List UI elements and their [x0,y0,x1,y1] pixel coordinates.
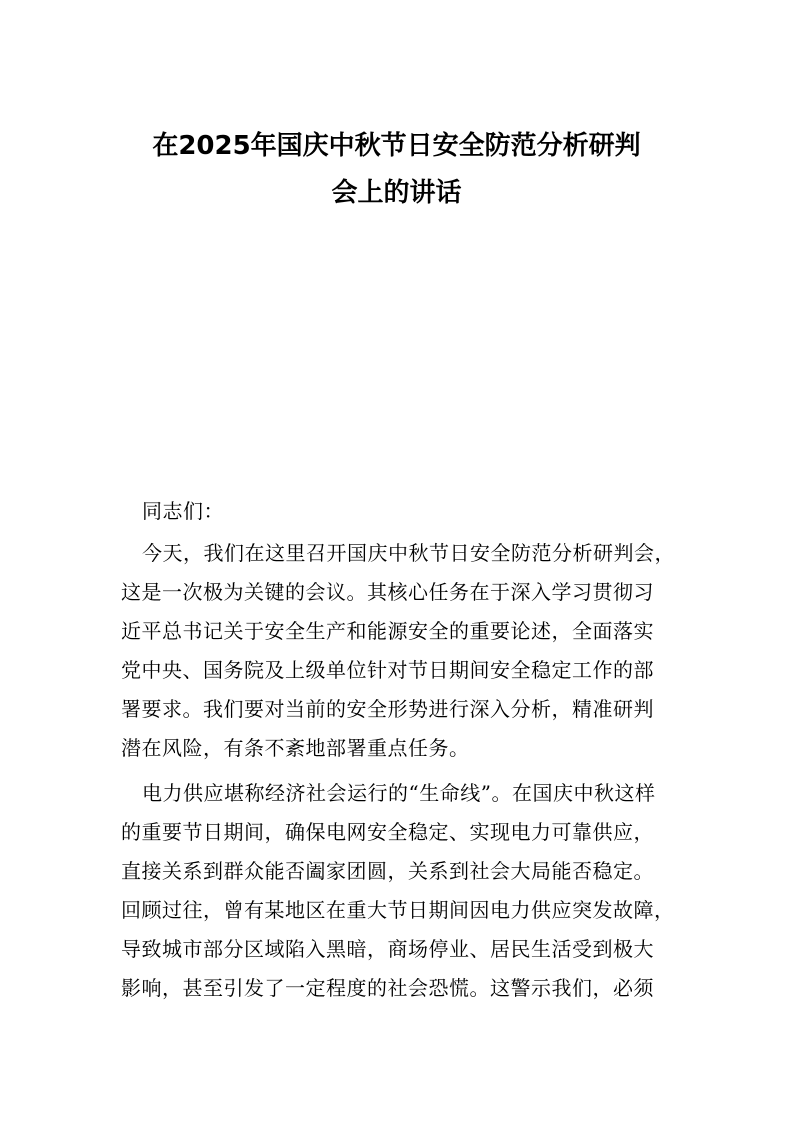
paragraph-1-line: 近平总书记关于安全生产和能源安全的重要论述，全面落实 [121,619,654,643]
paragraph-2-line: 的重要节日期间，确保电网安全稳定、实现电力可靠供应， [121,820,654,844]
paragraph-1-line: 党中央、国务院及上级单位针对节日期间安全稳定工作的部 [121,658,654,682]
paragraph-1-line: 潜在风险，有条不紊地部署重点任务。 [121,736,470,760]
paragraph-2-line: 回顾过往，曾有某地区在重大节日期间因电力供应突发故障， [121,898,675,922]
document-title-line-2: 会上的讲话 [331,178,462,208]
paragraph-1-line: 署要求。我们要对当前的安全形势进行深入分析，精准研判 [121,697,654,721]
paragraph-2-line: 电力供应堪称经济社会运行的“生命线”。在国庆中秋这样 [142,781,656,805]
paragraph-1-line: 这是一次极为关键的会议。其核心任务在于深入学习贯彻习 [121,580,654,604]
salutation: 同志们： [142,499,224,523]
paragraph-2-line: 影响，甚至引发了一定程度的社会恐慌。这警示我们，必须 [121,976,654,1000]
paragraph-1-line: 今天，我们在这里召开国庆中秋节日安全防范分析研判会， [142,541,675,565]
document-title-line-1: 在2025年国庆中秋节日安全防范分析研判 [152,131,641,161]
paragraph-2-line: 直接关系到群众能否阖家团圆，关系到社会大局能否稳定。 [121,859,654,883]
paragraph-2-line: 导致城市部分区域陷入黑暗，商场停业、居民生活受到极大 [121,937,654,961]
